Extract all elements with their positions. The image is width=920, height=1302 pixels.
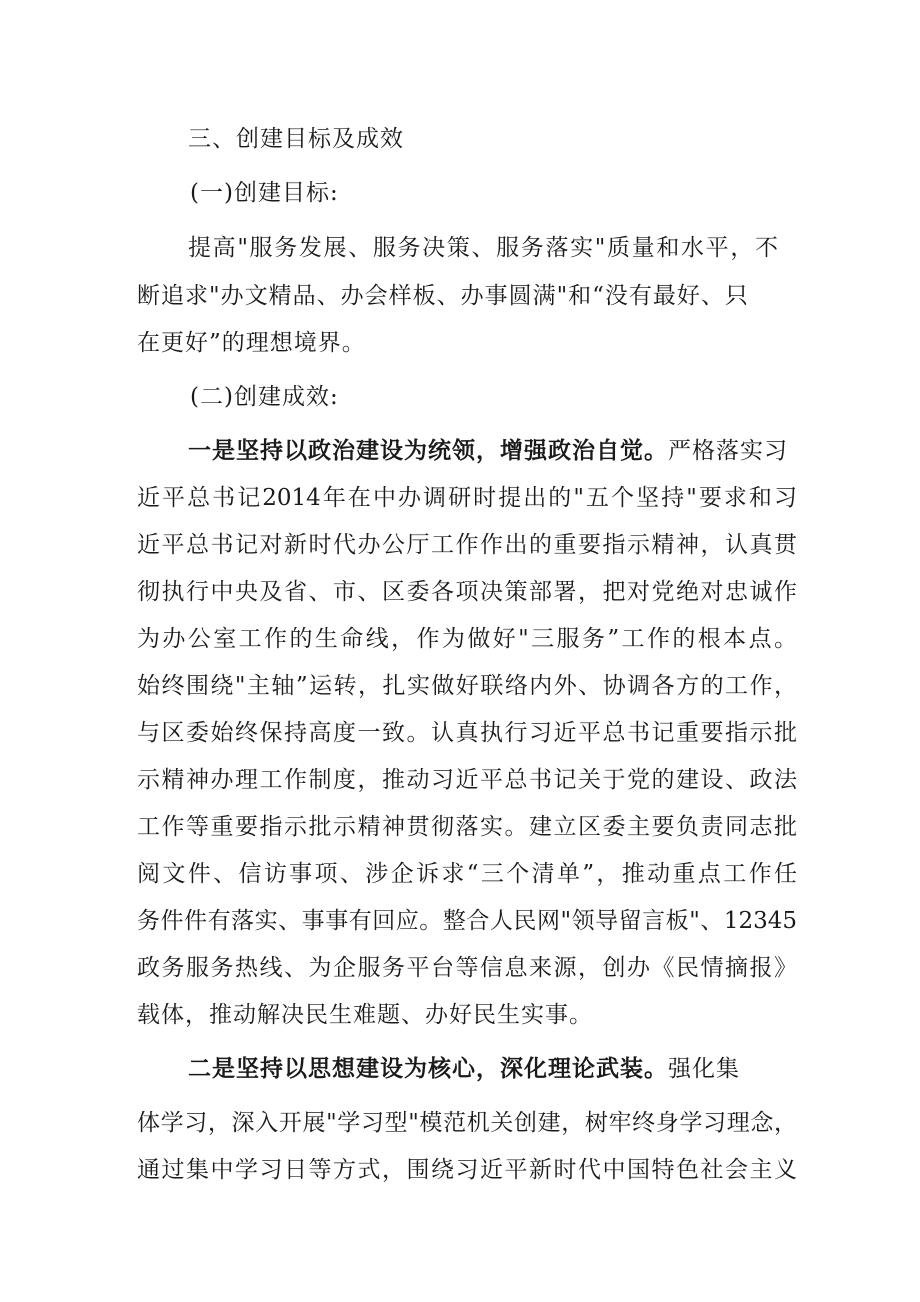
paragraph-1-line: 始终围绕"主轴”运转，扎实做好联络内外、协调各方的工作，	[137, 673, 797, 699]
paragraph-1-line: 近平总书记2014年在中办调研时提出的"五个坚持"要求和习	[137, 485, 797, 511]
paragraph-2-line: 体学习，深入开展"学习型"模范机关创建，树牢终身学习理念，	[137, 1110, 797, 1136]
subsection-title-goals: (一)创建目标:	[190, 180, 339, 206]
paragraph-1-line: 载体，推动解决民生难题、办好民生实事。	[137, 1002, 593, 1028]
paragraph-1-lead: 一是坚持以政治建设为统领，增强政治自觉。	[188, 437, 668, 464]
paragraph-1-line: 阅文件、信访事项、涉企诉求“三个清单”，推动重点工作任	[137, 861, 797, 887]
paragraph-1-line: 政务服务热线、为企服务平台等信息来源，创办《民情摘报》	[137, 955, 797, 981]
paragraph-1-line: 彻执行中央及省、市、区委各项决策部署，把对党绝对忠诚作	[137, 579, 797, 605]
paragraph-1-line: 工作等重要指示批示精神贯彻落实。建立区委主要负责同志批	[137, 814, 797, 840]
section-heading: 三、创建目标及成效	[188, 126, 404, 152]
subsection-title-results: (二)创建成效:	[190, 384, 339, 410]
paragraph-2-line: 通过集中学习日等方式，围绕习近平新时代中国特色社会主义	[137, 1157, 797, 1183]
paragraph-1-line: 为办公室工作的生命线，作为做好"三服务”工作的根本点。	[137, 626, 797, 652]
paragraph-2-first-line	[188, 1054, 740, 1084]
paragraph-1-line: 与区委始终保持高度一致。认真执行习近平总书记重要指示批	[137, 720, 797, 746]
goals-line-2: 断追求"办文精品、办会样板、办事圆满"和“没有最好、只	[137, 283, 749, 309]
paragraph-1-lead-rest: 严格落实习	[668, 438, 788, 464]
goals-line-1: 提高"服务发展、服务决策、服务落实"质量和水平，不	[188, 235, 778, 261]
paragraph-1-first-line	[188, 436, 788, 466]
paragraph-1-line: 近平总书记对新时代办公厅工作作出的重要指示精神，认真贯	[137, 532, 797, 558]
paragraph-1-line: 务件件有落实、事事有回应。整合人民网"领导留言板"、12345	[137, 908, 797, 934]
paragraph-2-lead-rest: 强化集	[668, 1056, 740, 1082]
paragraph-1-line: 示精神办理工作制度，推动习近平总书记关于党的建设、政法	[137, 767, 797, 793]
goals-line-3: 在更好”的理想境界。	[137, 330, 366, 356]
paragraph-2-lead: 二是坚持以思想建设为核心，深化理论武装。	[188, 1055, 668, 1082]
